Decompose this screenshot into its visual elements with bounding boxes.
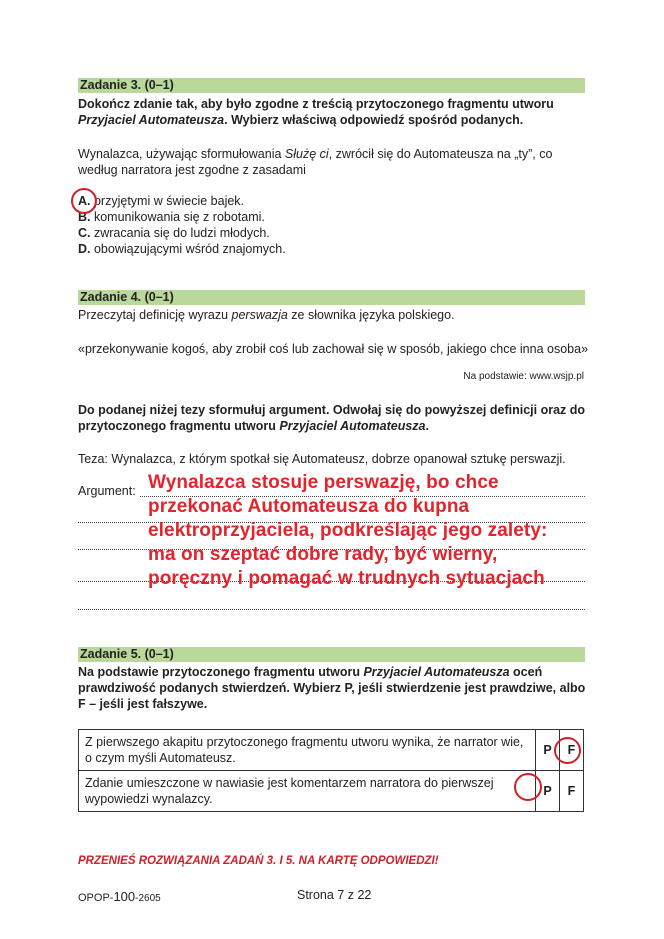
option-letter: B.	[78, 210, 91, 224]
task3-option-b[interactable]	[78, 209, 265, 225]
true-false-table	[78, 729, 584, 812]
task5-instruction-part-a: Na podstawie przytoczonego fragmentu utworu	[78, 665, 364, 679]
true-option-cell[interactable]: P	[536, 771, 560, 812]
task4-task-part-a: przytoczonego fragmentu utworu	[78, 419, 280, 433]
handwritten-answer-line: ma on szeptać dobre rady, być wierny,	[148, 544, 498, 565]
option-text: obowiązującymi wśród znajomych.	[90, 242, 286, 256]
task4-thesis: Teza: Wynalazca, z którym spotkał się Automateusz, dobrze opanował sztukę perswazji.	[78, 452, 566, 466]
task4-task-line2	[78, 418, 429, 434]
table-row	[79, 730, 584, 771]
true-option-cell[interactable]: P	[536, 730, 560, 771]
task4-task-line1: Do podanej niżej tezy sformułuj argument. Odwołaj się do powyższej definicji oraz do	[78, 403, 586, 417]
handwritten-answer-line: poręczny i pomagać w trudnych sytuacjach	[148, 568, 545, 589]
task5-instruction-line2: prawdziwość podanych stwierdzeń. Wybierz P, jeśli stwierdzenie jest prawdziwe, albo	[78, 681, 586, 695]
task3-option-a[interactable]	[78, 193, 244, 209]
task3-stem-part-a: Wynalazca, używając sformułowania	[78, 147, 285, 161]
page-number: Strona 7 z 22	[297, 888, 372, 902]
task3-stem-line2: według narratora jest zgodne z zasadami	[78, 163, 306, 177]
task3-work-title: Przyjaciel Automateusza	[78, 113, 225, 127]
task5-header-bar	[78, 647, 585, 662]
task3-stem-line1	[78, 146, 552, 162]
option-text: zwracania się do ludzi młodych.	[90, 226, 270, 240]
exam-code-prefix: OPOP-	[78, 892, 114, 904]
exam-code-number: 100	[113, 889, 136, 904]
answer-circle-mark	[71, 188, 97, 214]
task4-instruction-part-a: Przeczytaj definicję wyrazu	[78, 308, 232, 322]
task4-instruction	[78, 307, 455, 323]
task4-work-title: Przyjaciel Automateusza	[279, 419, 426, 433]
handwritten-answer-line: Wynalazca stosuje perswazję, bo chce	[148, 472, 499, 493]
task3-instruction-line1: Dokończ zdanie tak, aby było zgodne z treścią przytoczonego fragmentu utworu	[78, 97, 554, 111]
handwritten-answer-line: przekonać Automateusza do kupna	[148, 496, 470, 517]
task4-source: Na podstawie: www.wsjp.pl	[463, 371, 584, 382]
false-option-cell[interactable]: F	[560, 771, 584, 812]
task4-definition: «przekonywanie kogoś, aby zrobił coś lub zachował się w sposób, jakiego chce inna osoba»	[78, 342, 589, 356]
answer-circle-mark	[554, 737, 581, 764]
task3-stem-part-b: , zwrócił się do Automateusza na „ty”, co	[328, 147, 553, 161]
task5-header: Zadanie 5. (0–1)	[80, 647, 174, 661]
task3-header-bar	[78, 78, 585, 93]
task3-stem-quote: Służę ci	[284, 147, 329, 161]
statement-cell: Zdanie umieszczone w nawiasie jest komentarzem narratora do pierwszej wypowiedzi wynalazcy.	[79, 771, 536, 812]
task3-header: Zadanie 3. (0–1)	[80, 78, 174, 92]
option-letter: A.	[78, 194, 91, 208]
statement-cell: Z pierwszego akapitu przytoczonego fragmentu utworu wynika, że narrator wie, o czym myśli Automateusz.	[79, 730, 536, 771]
argument-label: Argument:	[78, 484, 136, 498]
task4-task-part-b: .	[425, 419, 429, 433]
task4-instruction-part-b: ze słownika języka polskiego.	[287, 308, 455, 322]
task5-instruction-line3: F – jeśli jest fałszywe.	[78, 697, 208, 711]
table-row	[79, 771, 584, 812]
option-text: komunikowania się z robotami.	[90, 210, 265, 224]
task3-option-c[interactable]	[78, 225, 270, 241]
exam-code	[78, 889, 161, 904]
task4-defined-word: perswazja	[231, 308, 288, 322]
task5-instruction-part-b: oceń	[509, 665, 543, 679]
option-text: przyjętymi w świecie bajek.	[90, 194, 245, 208]
task4-header: Zadanie 4. (0–1)	[80, 290, 174, 304]
answer-circle-mark	[514, 773, 542, 801]
option-letter: D.	[78, 242, 91, 256]
task5-instruction-line1	[78, 664, 542, 680]
answer-line[interactable]	[78, 609, 585, 610]
transfer-answers-note: PRZENIEŚ ROZWIĄZANIA ZADAŃ 3. I 5. NA KARTĘ ODPOWIEDZI!	[78, 855, 439, 867]
false-option-cell[interactable]: F	[560, 730, 584, 771]
option-letter: C.	[78, 226, 91, 240]
exam-code-suffix: -2605	[135, 893, 161, 904]
handwritten-answer-line: elektroprzyjaciela, podkreślając jego zalety:	[148, 520, 548, 541]
task3-instruction-rest: . Wybierz właściwą odpowiedź spośród podanych.	[224, 113, 524, 127]
task4-header-bar	[78, 290, 585, 305]
task3-instruction-line2	[78, 112, 523, 128]
task5-work-title: Przyjaciel Automateusza	[363, 665, 510, 679]
task3-option-d[interactable]	[78, 241, 286, 257]
